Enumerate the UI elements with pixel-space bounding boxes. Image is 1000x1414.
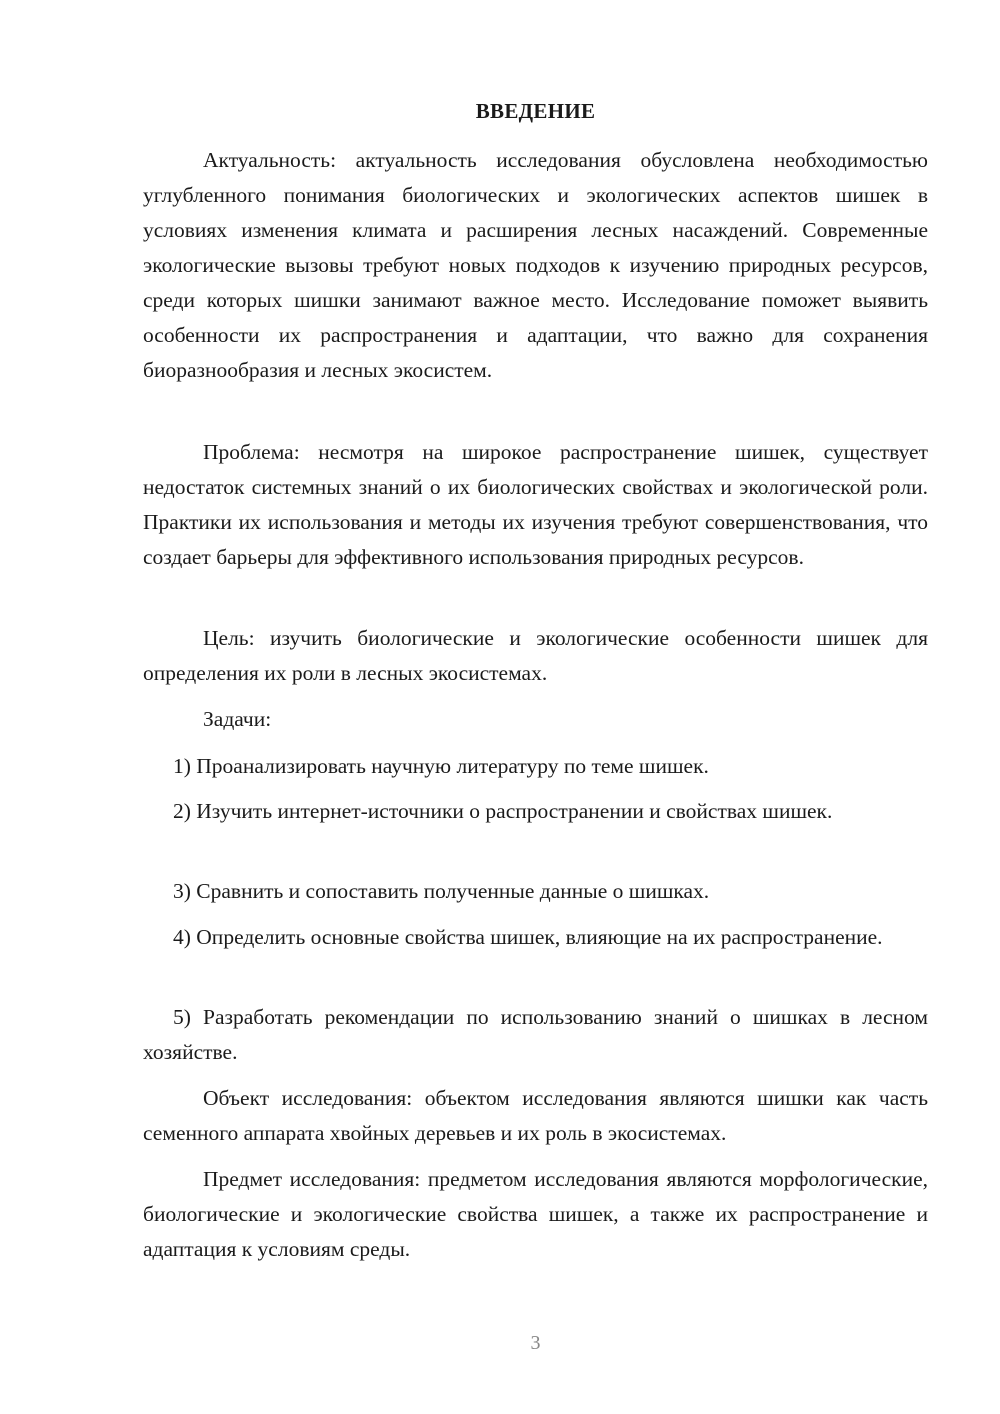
document-page	[143, 0, 928, 1414]
subject-paragraph: Предмет исследования: предметом исследования являются морфологические, биологические и экологические свойства шишек, а также их распространение и адаптация к условиям среды.	[143, 1167, 928, 1261]
problem-paragraph: Проблема: несмотря на широкое распространение шишек, существует недостаток системных знаний о их биологических свойствах и экологической роли. Практики их использования и методы их изучения требуют совершенствования, что создает барьеры для эффективного использования природных ресурсов.	[143, 440, 928, 569]
task-item-5: 5) Разработать рекомендации по использованию знаний о шишках в лесном хозяйстве.	[143, 1005, 928, 1064]
tasks-label: Задачи:	[203, 707, 272, 731]
task-item-1: 1) Проанализировать научную литературу по теме шишек.	[173, 754, 709, 778]
object-paragraph: Объект исследования: объектом исследования являются шишки как часть семенного аппарата хвойных деревьев и их роль в экосистемах.	[143, 1086, 928, 1145]
page-number: 3	[530, 1332, 541, 1354]
task-item-2: 2) Изучить интернет-источники о распространении и свойствах шишек.	[173, 799, 833, 823]
task-item-4: 4) Определить основные свойства шишек, влияющие на их распространение.	[173, 925, 883, 949]
goal-paragraph: Цель: изучить биологические и экологические особенности шишек для определения их роли в лесных экосистемах.	[143, 626, 928, 685]
relevance-paragraph: Актуальность: актуальность исследования обусловлена необходимостью углубленного понимания биологических и экологических аспектов шишек в условиях изменения климата и расширения лесных насаждений. Современные экологические вызовы требуют новых подходов к изучению природных ресурсов, среди которых шишки занимают важное место. Исследование поможет выявить особенности их распространения и адаптации, что важно для сохранения биоразнообразия и лесных экосистем.	[143, 148, 928, 382]
section-heading: ВВЕДЕНИЕ	[475, 99, 596, 123]
task-item-3: 3) Сравнить и сопоставить полученные данные о шишках.	[173, 879, 710, 903]
